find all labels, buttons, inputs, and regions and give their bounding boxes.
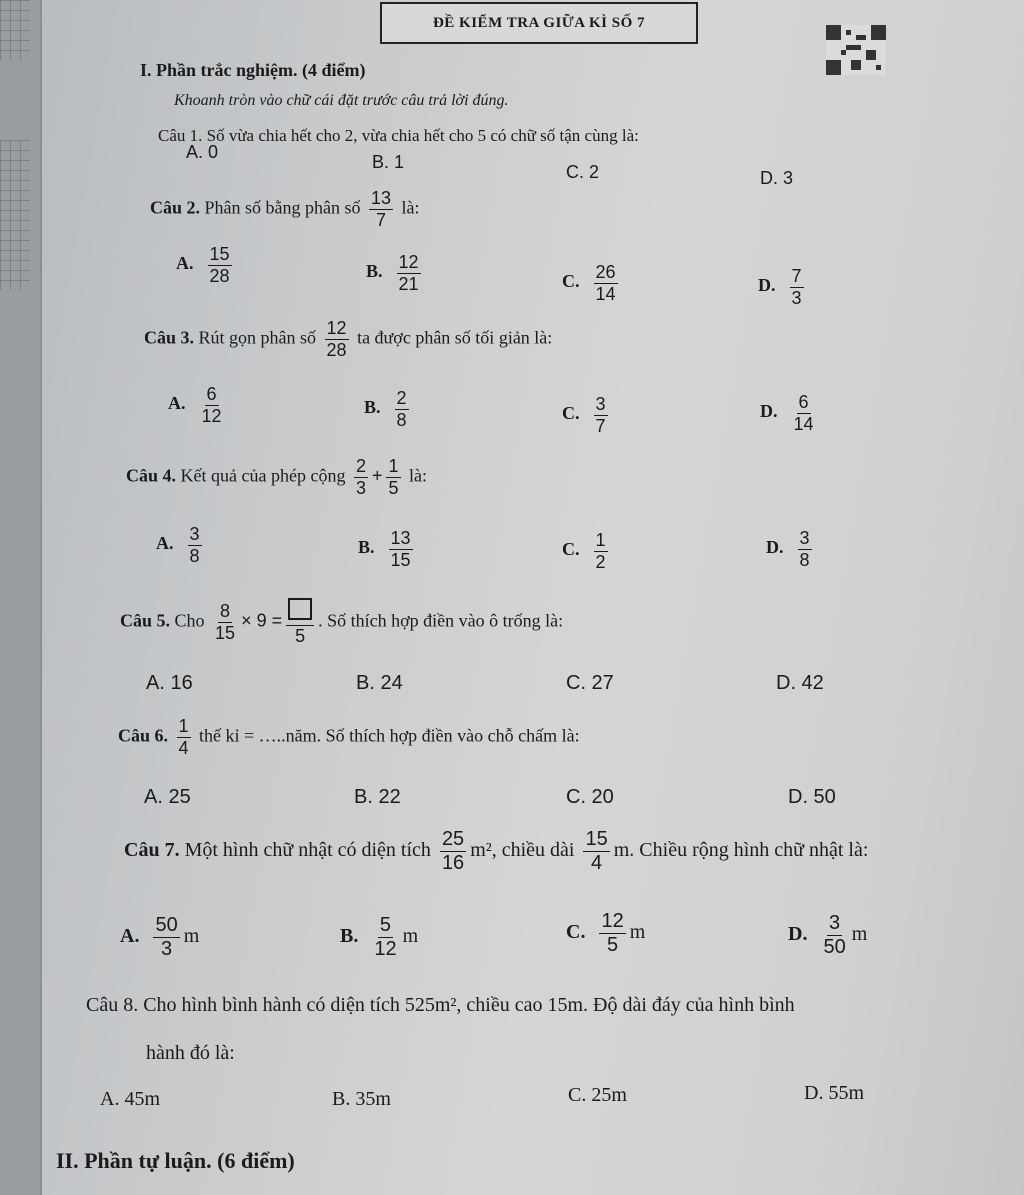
question-1: Câu 1. Số vừa chia hết cho 2, vừa chia hết cho 5 có chữ số tận cùng là: xyxy=(158,126,639,145)
q2-option-c[interactable]: C. $\frac{26}{14}$ xyxy=(562,262,616,304)
q8-option-c[interactable]: C. 25m xyxy=(568,1084,627,1106)
q7-option-d[interactable]: D. $\frac{3}{50}$ m xyxy=(788,912,868,958)
q5-option-d[interactable]: D. 42 xyxy=(776,672,824,694)
q3-option-b[interactable]: B. $\frac{2}{8}$ xyxy=(364,388,407,430)
grid-paper-top xyxy=(0,0,30,60)
q2-option-b[interactable]: B. $\frac{12}{21}$ xyxy=(366,252,419,294)
q6-option-b[interactable]: B. 22 xyxy=(354,786,401,808)
q4-option-d[interactable]: D. $\frac{3}{8}$ xyxy=(766,528,810,570)
question-8-cont: hành đó là: xyxy=(146,1042,235,1064)
q1-option-a[interactable]: A. 0 xyxy=(186,142,219,162)
q8-option-a[interactable]: A. 45m xyxy=(100,1088,160,1110)
q2-option-a[interactable]: A. $\frac{15}{28}$ xyxy=(176,244,230,286)
q1-option-d[interactable]: D. 3 xyxy=(760,168,794,188)
q7-option-a[interactable]: A. $\frac{50}{3}$ m xyxy=(120,914,200,960)
question-4: Câu 4. Kết quả của phép cộng $\frac{2}{3}$ + $\frac{1}{5}$ là: xyxy=(126,456,427,498)
qr-code-icon xyxy=(826,24,886,76)
q1-option-c[interactable]: C. 2 xyxy=(566,162,600,182)
question-7: Câu 7. Một hình chữ nhật có diện tích $\frac{25}{16}$ m², chiều dài $\frac{15}{4}$ m. Chiều rộng hình chữ nhật là: xyxy=(124,828,869,874)
q7-option-b[interactable]: B. $\frac{5}{12}$ m xyxy=(340,914,419,960)
adjacent-page xyxy=(0,0,40,1195)
q4-option-c[interactable]: C. $\frac{1}{2}$ xyxy=(562,530,606,572)
q6-option-d[interactable]: D. 50 xyxy=(788,786,836,808)
q8-option-b[interactable]: B. 35m xyxy=(332,1088,391,1110)
q7-option-c[interactable]: C. $\frac{12}{5}$ m xyxy=(566,910,646,956)
q5-option-c[interactable]: C. 27 xyxy=(566,672,614,694)
q2-option-d[interactable]: D. $\frac{7}{3}$ xyxy=(758,266,802,308)
exam-title: ĐỀ KIỂM TRA GIỮA KÌ SỐ 7 xyxy=(380,2,698,44)
question-8: Câu 8. Cho hình bình hành có diện tích 525m², chiều cao 15m. Độ dài đáy của hình bình xyxy=(86,994,795,1016)
q6-option-c[interactable]: C. 20 xyxy=(566,786,614,808)
q5-option-a[interactable]: A. 16 xyxy=(146,672,193,694)
grid-paper-middle xyxy=(0,140,30,290)
q4-option-a[interactable]: A. $\frac{3}{8}$ xyxy=(156,524,200,566)
question-3: Câu 3. Rút gọn phân số $\frac{12}{28}$ ta được phân số tối giản là: xyxy=(144,318,553,360)
q4-option-b[interactable]: B. $\frac{13}{15}$ xyxy=(358,528,411,570)
q3-option-a[interactable]: A. $\frac{6}{12}$ xyxy=(168,384,222,426)
q8-option-d[interactable]: D. 55m xyxy=(804,1082,864,1104)
part2-title: II. Phần tự luận. (6 điểm) xyxy=(56,1148,295,1173)
part1-title: I. Phần trắc nghiệm. (4 điểm) xyxy=(140,60,366,80)
question-6: Câu 6. $\frac{1}{4}$ thế kỉ = …..năm. Số thích hợp điền vào chỗ chấm là: xyxy=(118,716,580,758)
q6-option-a[interactable]: A. 25 xyxy=(144,786,191,808)
q3-option-d[interactable]: D. $\frac{6}{14}$ xyxy=(760,392,814,434)
q3-option-c[interactable]: C. $\frac{3}{7}$ xyxy=(562,394,606,436)
question-5: Câu 5. Cho $\frac{8}{15}$ × 9 = 5 . Số thích hợp điền vào ô trống là: xyxy=(120,598,563,646)
blank-box[interactable] xyxy=(288,598,312,620)
q1-option-b[interactable]: B. 1 xyxy=(372,152,405,172)
question-2: Câu 2. Phân số bằng phân số $\frac{13}{7}$ là: xyxy=(150,188,420,230)
instruction: Khoanh tròn vào chữ cái đặt trước câu trả lời đúng. xyxy=(174,92,509,109)
q5-option-b[interactable]: B. 24 xyxy=(356,672,403,694)
